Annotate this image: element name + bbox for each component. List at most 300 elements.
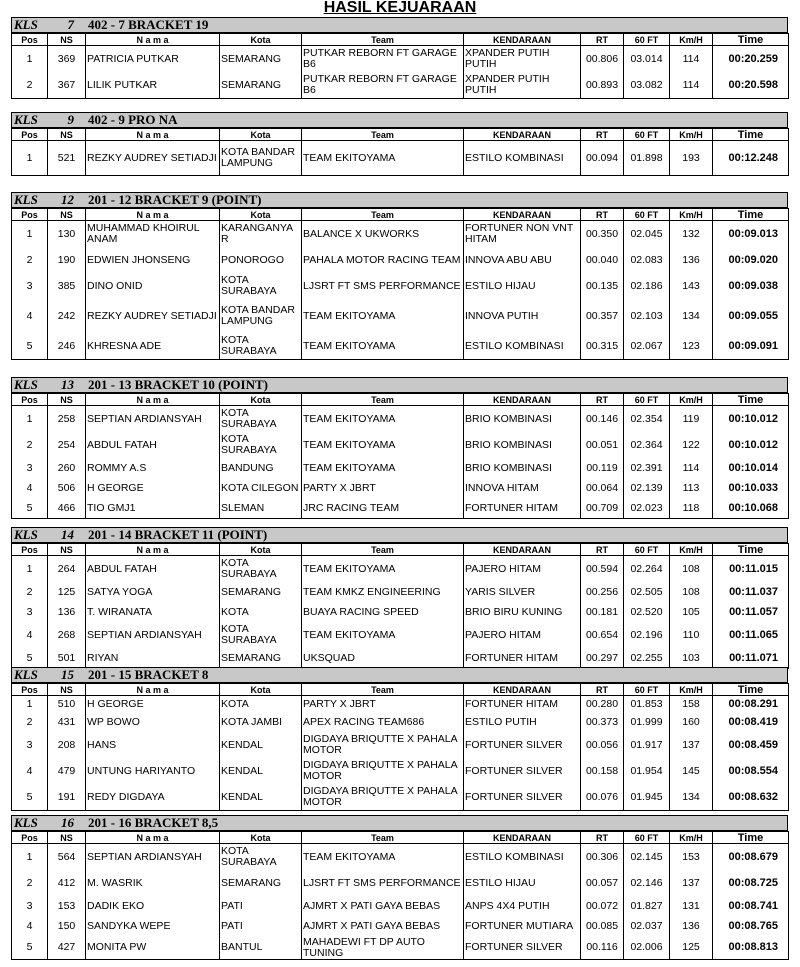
page-title: HASIL KEJUARAAN (323, 0, 477, 16)
cell-kota: PATI (220, 916, 302, 936)
cell-pos: 2 (12, 72, 48, 99)
column-header-team: Team (302, 544, 464, 556)
cell-team: BALANCE X UKWORKS (302, 221, 464, 248)
column-header-rt: RT (581, 34, 624, 46)
cell-sixty-ft: 02.037 (624, 916, 670, 936)
cell-kendaraan: YARIS SILVER (464, 582, 581, 602)
cell-ns: 260 (48, 458, 86, 478)
class-block (11, 377, 788, 519)
cell-nama: DADIK EKO (86, 896, 220, 916)
class-block (11, 112, 788, 176)
table-row (12, 784, 789, 811)
cell-team: JRC RACING TEAM (302, 498, 464, 519)
column-header-ns: NS (48, 34, 86, 46)
column-header-sixty-ft: 60 FT (624, 209, 670, 221)
cell-pos: 3 (12, 896, 48, 916)
cell-team: PUTKAR REBORN FT GARAGE B6 (302, 46, 464, 73)
cell-kmh: 143 (670, 273, 713, 299)
cell-pos: 3 (12, 732, 48, 758)
cell-rt: 00.806 (581, 46, 624, 73)
class-name: 201 - 14 BRACKET 11 (POINT) (88, 527, 268, 542)
cell-ns: 190 (48, 247, 86, 273)
cell-time: 00:08.291 (713, 696, 789, 713)
cell-nama: PATRICIA PUTKAR (86, 46, 220, 73)
column-header-kmh: Km/H (670, 684, 713, 696)
cell-time: 00:08.419 (713, 712, 789, 732)
class-kls-label: KLS (14, 815, 38, 830)
results-table (11, 33, 789, 99)
cell-sixty-ft: 02.505 (624, 582, 670, 602)
cell-pos: 4 (12, 916, 48, 936)
cell-kendaraan: ESTILO KOMBINASI (464, 333, 581, 360)
cell-kmh: 137 (670, 732, 713, 758)
column-header-kendaraan: KENDARAAN (464, 394, 581, 406)
cell-kmh: 108 (670, 556, 713, 583)
cell-time: 00:09.020 (713, 247, 789, 273)
results-table (11, 831, 789, 960)
class-number: 14 (61, 527, 74, 542)
cell-kmh: 119 (670, 406, 713, 433)
cell-time: 00:11.037 (713, 582, 789, 602)
column-header-team: Team (302, 209, 464, 221)
cell-team: TEAM EKITOYAMA (302, 406, 464, 433)
cell-sixty-ft: 02.364 (624, 432, 670, 458)
class-header (11, 377, 788, 393)
cell-sixty-ft: 01.954 (624, 758, 670, 784)
class-header (11, 17, 788, 33)
table-row (12, 622, 789, 648)
table-row (12, 458, 789, 478)
cell-time: 00:11.065 (713, 622, 789, 648)
cell-nama: M. WASRIK (86, 870, 220, 896)
column-header-ns: NS (48, 832, 86, 844)
table-row (12, 602, 789, 622)
column-header-pos: Pos (12, 394, 48, 406)
cell-kmh: 132 (670, 221, 713, 248)
class-kls-label: KLS (14, 667, 38, 682)
cell-team: UKSQUAD (302, 648, 464, 669)
cell-time: 00:08.765 (713, 916, 789, 936)
column-header-rt: RT (581, 684, 624, 696)
cell-kmh: 145 (670, 758, 713, 784)
cell-ns: 412 (48, 870, 86, 896)
cell-nama: UNTUNG HARIYANTO (86, 758, 220, 784)
cell-sixty-ft: 02.196 (624, 622, 670, 648)
class-name: 201 - 15 BRACKET 8 (88, 667, 209, 682)
table-row (12, 712, 789, 732)
column-header-time: Time (713, 544, 789, 556)
cell-team: AJMRT X PATI GAYA BEBAS (302, 916, 464, 936)
cell-nama: SEPTIAN ARDIANSYAH (86, 406, 220, 433)
column-header-nama: N a m a (86, 34, 220, 46)
cell-ns: 130 (48, 221, 86, 248)
cell-rt: 00.709 (581, 498, 624, 519)
column-header-kota: Kota (220, 394, 302, 406)
column-header-rt: RT (581, 832, 624, 844)
cell-kota: KOTA (220, 696, 302, 713)
class-number: 13 (61, 377, 74, 392)
cell-nama: H GEORGE (86, 478, 220, 498)
cell-pos: 2 (12, 247, 48, 273)
column-header-time: Time (713, 684, 789, 696)
column-header-nama: N a m a (86, 832, 220, 844)
cell-ns: 125 (48, 582, 86, 602)
cell-pos: 4 (12, 622, 48, 648)
cell-nama: SEPTIAN ARDIANSYAH (86, 844, 220, 871)
cell-kmh: 114 (670, 46, 713, 73)
cell-pos: 5 (12, 498, 48, 519)
cell-pos: 4 (12, 299, 48, 333)
cell-team: DIGDAYA BRIQUTTE X PAHALA MOTOR (302, 784, 464, 811)
cell-rt: 00.119 (581, 458, 624, 478)
cell-pos: 1 (12, 844, 48, 871)
cell-sixty-ft: 01.999 (624, 712, 670, 732)
cell-team: TEAM EKITOYAMA (302, 622, 464, 648)
cell-ns: 150 (48, 916, 86, 936)
column-header-kendaraan: KENDARAAN (464, 129, 581, 141)
cell-pos: 1 (12, 141, 48, 176)
column-header-kota: Kota (220, 209, 302, 221)
cell-pos: 5 (12, 936, 48, 960)
table-row (12, 648, 789, 669)
cell-kendaraan: FORTUNER SILVER (464, 732, 581, 758)
cell-kendaraan: ESTILO HIJAU (464, 273, 581, 299)
cell-ns: 501 (48, 648, 86, 669)
cell-kota: KOTA SURABAYA (220, 622, 302, 648)
cell-kota: KOTA SURABAYA (220, 273, 302, 299)
class-name: 201 - 16 BRACKET 8,5 (88, 815, 219, 830)
cell-team: APEX RACING TEAM686 (302, 712, 464, 732)
table-row (12, 273, 789, 299)
cell-team: AJMRT X PATI GAYA BEBAS (302, 896, 464, 916)
cell-kendaraan: ESTILO KOMBINASI (464, 141, 581, 176)
results-table (11, 543, 789, 669)
table-row (12, 478, 789, 498)
column-header-rt: RT (581, 129, 624, 141)
table-row (12, 936, 789, 960)
cell-sixty-ft: 01.898 (624, 141, 670, 176)
cell-ns: 521 (48, 141, 86, 176)
cell-kota: SEMARANG (220, 72, 302, 99)
table-row (12, 72, 789, 99)
cell-team: TEAM KMKZ ENGINEERING (302, 582, 464, 602)
cell-kota: SEMARANG (220, 648, 302, 669)
column-header-ns: NS (48, 544, 86, 556)
column-header-rt: RT (581, 209, 624, 221)
cell-kmh: 125 (670, 936, 713, 960)
cell-kmh: 160 (670, 712, 713, 732)
cell-ns: 431 (48, 712, 86, 732)
column-header-pos: Pos (12, 832, 48, 844)
cell-ns: 208 (48, 732, 86, 758)
column-header-ns: NS (48, 129, 86, 141)
column-header-sixty-ft: 60 FT (624, 832, 670, 844)
cell-kendaraan: XPANDER PUTIH PUTIH (464, 72, 581, 99)
cell-kmh: 123 (670, 333, 713, 360)
cell-nama: ABDUL FATAH (86, 432, 220, 458)
cell-ns: 369 (48, 46, 86, 73)
cell-rt: 00.072 (581, 896, 624, 916)
column-header-pos: Pos (12, 129, 48, 141)
cell-nama: SATYA YOGA (86, 582, 220, 602)
cell-sixty-ft: 02.520 (624, 602, 670, 622)
cell-team: BUAYA RACING SPEED (302, 602, 464, 622)
table-row (12, 844, 789, 871)
cell-nama: DINO ONID (86, 273, 220, 299)
cell-pos: 4 (12, 758, 48, 784)
column-header-team: Team (302, 832, 464, 844)
cell-time: 00:08.554 (713, 758, 789, 784)
class-number: 16 (61, 815, 74, 830)
cell-kmh: 105 (670, 602, 713, 622)
cell-pos: 2 (12, 712, 48, 732)
table-row (12, 732, 789, 758)
table-row (12, 916, 789, 936)
column-header-time: Time (713, 209, 789, 221)
cell-time: 00:10.014 (713, 458, 789, 478)
column-header-pos: Pos (12, 34, 48, 46)
class-header (11, 112, 788, 128)
cell-sixty-ft: 03.014 (624, 46, 670, 73)
column-header-kota: Kota (220, 34, 302, 46)
column-header-ns: NS (48, 209, 86, 221)
cell-pos: 2 (12, 432, 48, 458)
column-header-team: Team (302, 34, 464, 46)
column-header-ns: NS (48, 684, 86, 696)
cell-kmh: 113 (670, 478, 713, 498)
cell-ns: 367 (48, 72, 86, 99)
cell-team: DIGDAYA BRIQUTTE X PAHALA MOTOR (302, 758, 464, 784)
column-header-kmh: Km/H (670, 544, 713, 556)
column-header-kmh: Km/H (670, 209, 713, 221)
cell-kmh: 108 (670, 582, 713, 602)
table-row (12, 870, 789, 896)
column-header-team: Team (302, 129, 464, 141)
cell-kota: KOTA SURABAYA (220, 556, 302, 583)
cell-rt: 00.094 (581, 141, 624, 176)
table-row (12, 432, 789, 458)
cell-kota: PONOROGO (220, 247, 302, 273)
column-header-sixty-ft: 60 FT (624, 129, 670, 141)
class-block (11, 17, 788, 99)
cell-rt: 00.076 (581, 784, 624, 811)
cell-kmh: 103 (670, 648, 713, 669)
cell-sixty-ft: 02.006 (624, 936, 670, 960)
cell-kmh: 136 (670, 916, 713, 936)
table-row (12, 696, 789, 713)
cell-nama: MONITA PW (86, 936, 220, 960)
cell-kendaraan: FORTUNER SILVER (464, 758, 581, 784)
cell-kendaraan: FORTUNER NON VNT HITAM (464, 221, 581, 248)
cell-time: 00:08.459 (713, 732, 789, 758)
class-header (11, 527, 788, 543)
cell-kmh: 134 (670, 784, 713, 811)
cell-kota: KOTA BANDAR LAMPUNG (220, 141, 302, 176)
cell-sixty-ft: 02.391 (624, 458, 670, 478)
table-row (12, 221, 789, 248)
cell-kendaraan: ESTILO HIJAU (464, 870, 581, 896)
cell-sixty-ft: 02.146 (624, 870, 670, 896)
cell-time: 00:20.598 (713, 72, 789, 99)
cell-nama: T. WIRANATA (86, 602, 220, 622)
column-header-team: Team (302, 684, 464, 696)
cell-kota: KOTA BANDAR LAMPUNG (220, 299, 302, 333)
column-header-sixty-ft: 60 FT (624, 34, 670, 46)
cell-pos: 1 (12, 406, 48, 433)
results-table (11, 128, 789, 176)
cell-kmh: 136 (670, 247, 713, 273)
column-header-ns: NS (48, 394, 86, 406)
cell-kota: SEMARANG (220, 582, 302, 602)
cell-nama: REZKY AUDREY SETIADJI (86, 299, 220, 333)
cell-kmh: 131 (670, 896, 713, 916)
cell-team: MAHADEWI FT DP AUTO TUNING (302, 936, 464, 960)
cell-rt: 00.373 (581, 712, 624, 732)
cell-time: 00:12.248 (713, 141, 789, 176)
cell-time: 00:11.071 (713, 648, 789, 669)
cell-kmh: 193 (670, 141, 713, 176)
cell-nama: SEPTIAN ARDIANSYAH (86, 622, 220, 648)
column-header-kota: Kota (220, 684, 302, 696)
cell-ns: 506 (48, 478, 86, 498)
cell-nama: EDWIEN JHONSENG (86, 247, 220, 273)
class-block (11, 667, 788, 811)
cell-time: 00:10.012 (713, 406, 789, 433)
cell-sixty-ft: 01.945 (624, 784, 670, 811)
column-header-kendaraan: KENDARAAN (464, 832, 581, 844)
cell-sixty-ft: 02.083 (624, 247, 670, 273)
cell-ns: 264 (48, 556, 86, 583)
cell-rt: 00.064 (581, 478, 624, 498)
cell-sixty-ft: 01.827 (624, 896, 670, 916)
cell-kmh: 110 (670, 622, 713, 648)
cell-kendaraan: FORTUNER SILVER (464, 784, 581, 811)
cell-kendaraan: FORTUNER SILVER (464, 936, 581, 960)
cell-sixty-ft: 03.082 (624, 72, 670, 99)
cell-time: 00:08.679 (713, 844, 789, 871)
cell-rt: 00.158 (581, 758, 624, 784)
cell-time: 00:08.741 (713, 896, 789, 916)
cell-kmh: 137 (670, 870, 713, 896)
cell-time: 00:20.259 (713, 46, 789, 73)
cell-time: 00:08.632 (713, 784, 789, 811)
cell-rt: 00.116 (581, 936, 624, 960)
table-row (12, 498, 789, 519)
cell-rt: 00.135 (581, 273, 624, 299)
cell-rt: 00.181 (581, 602, 624, 622)
cell-team: PARTY X JBRT (302, 478, 464, 498)
cell-kendaraan: ESTILO KOMBINASI (464, 844, 581, 871)
cell-sixty-ft: 02.264 (624, 556, 670, 583)
cell-team: DIGDAYA BRIQUTTE X PAHALA MOTOR (302, 732, 464, 758)
cell-kendaraan: FORTUNER HITAM (464, 498, 581, 519)
cell-ns: 510 (48, 696, 86, 713)
column-header-kmh: Km/H (670, 34, 713, 46)
class-header (11, 667, 788, 683)
table-row (12, 46, 789, 73)
cell-pos: 4 (12, 478, 48, 498)
cell-pos: 5 (12, 784, 48, 811)
cell-nama: HANS (86, 732, 220, 758)
cell-rt: 00.057 (581, 870, 624, 896)
column-header-nama: N a m a (86, 394, 220, 406)
column-header-kendaraan: KENDARAAN (464, 209, 581, 221)
table-row (12, 406, 789, 433)
column-header-time: Time (713, 34, 789, 46)
cell-team: TEAM EKITOYAMA (302, 432, 464, 458)
cell-sixty-ft: 02.139 (624, 478, 670, 498)
cell-kota: KENDAL (220, 758, 302, 784)
cell-kendaraan: XPANDER PUTIH PUTIH (464, 46, 581, 73)
cell-ns: 153 (48, 896, 86, 916)
column-header-nama: N a m a (86, 209, 220, 221)
cell-kendaraan: ESTILO PUTIH (464, 712, 581, 732)
cell-nama: MUHAMMAD KHOIRUL ANAM (86, 221, 220, 248)
class-number: 9 (67, 112, 74, 127)
cell-kota: KARANGANYA R (220, 221, 302, 248)
cell-ns: 136 (48, 602, 86, 622)
cell-kota: KOTA SURABAYA (220, 432, 302, 458)
column-header-nama: N a m a (86, 684, 220, 696)
cell-time: 00:11.015 (713, 556, 789, 583)
column-header-team: Team (302, 394, 464, 406)
cell-team: LJSRT FT SMS PERFORMANCE (302, 870, 464, 896)
column-header-nama: N a m a (86, 544, 220, 556)
cell-pos: 1 (12, 46, 48, 73)
cell-kmh: 118 (670, 498, 713, 519)
cell-rt: 00.085 (581, 916, 624, 936)
cell-kota: BANDUNG (220, 458, 302, 478)
cell-time: 00:09.055 (713, 299, 789, 333)
cell-kota: KOTA JAMBI (220, 712, 302, 732)
cell-ns: 479 (48, 758, 86, 784)
column-header-pos: Pos (12, 684, 48, 696)
cell-ns: 191 (48, 784, 86, 811)
column-header-time: Time (713, 394, 789, 406)
cell-kota: SEMARANG (220, 46, 302, 73)
column-header-sixty-ft: 60 FT (624, 544, 670, 556)
class-name: 402 - 7 BRACKET 19 (88, 17, 209, 32)
cell-rt: 00.306 (581, 844, 624, 871)
class-number: 12 (61, 192, 74, 207)
cell-team: LJSRT FT SMS PERFORMANCE (302, 273, 464, 299)
cell-nama: ROMMY A.S (86, 458, 220, 478)
column-header-kmh: Km/H (670, 832, 713, 844)
cell-rt: 00.056 (581, 732, 624, 758)
cell-time: 00:08.813 (713, 936, 789, 960)
table-row (12, 758, 789, 784)
cell-kota: KOTA (220, 602, 302, 622)
cell-nama: H GEORGE (86, 696, 220, 713)
cell-rt: 00.315 (581, 333, 624, 360)
cell-rt: 00.051 (581, 432, 624, 458)
cell-rt: 00.594 (581, 556, 624, 583)
cell-time: 00:09.038 (713, 273, 789, 299)
cell-kendaraan: ANPS 4X4 PUTIH (464, 896, 581, 916)
cell-sixty-ft: 02.067 (624, 333, 670, 360)
cell-pos: 3 (12, 273, 48, 299)
table-row (12, 141, 789, 176)
cell-team: PUTKAR REBORN FT GARAGE B6 (302, 72, 464, 99)
column-header-pos: Pos (12, 544, 48, 556)
column-header-kendaraan: KENDARAAN (464, 34, 581, 46)
column-header-kendaraan: KENDARAAN (464, 684, 581, 696)
class-name: 201 - 12 BRACKET 9 (POINT) (88, 192, 262, 207)
column-header-pos: Pos (12, 209, 48, 221)
cell-sixty-ft: 02.255 (624, 648, 670, 669)
cell-time: 00:09.013 (713, 221, 789, 248)
cell-kota: KOTA CILEGON (220, 478, 302, 498)
